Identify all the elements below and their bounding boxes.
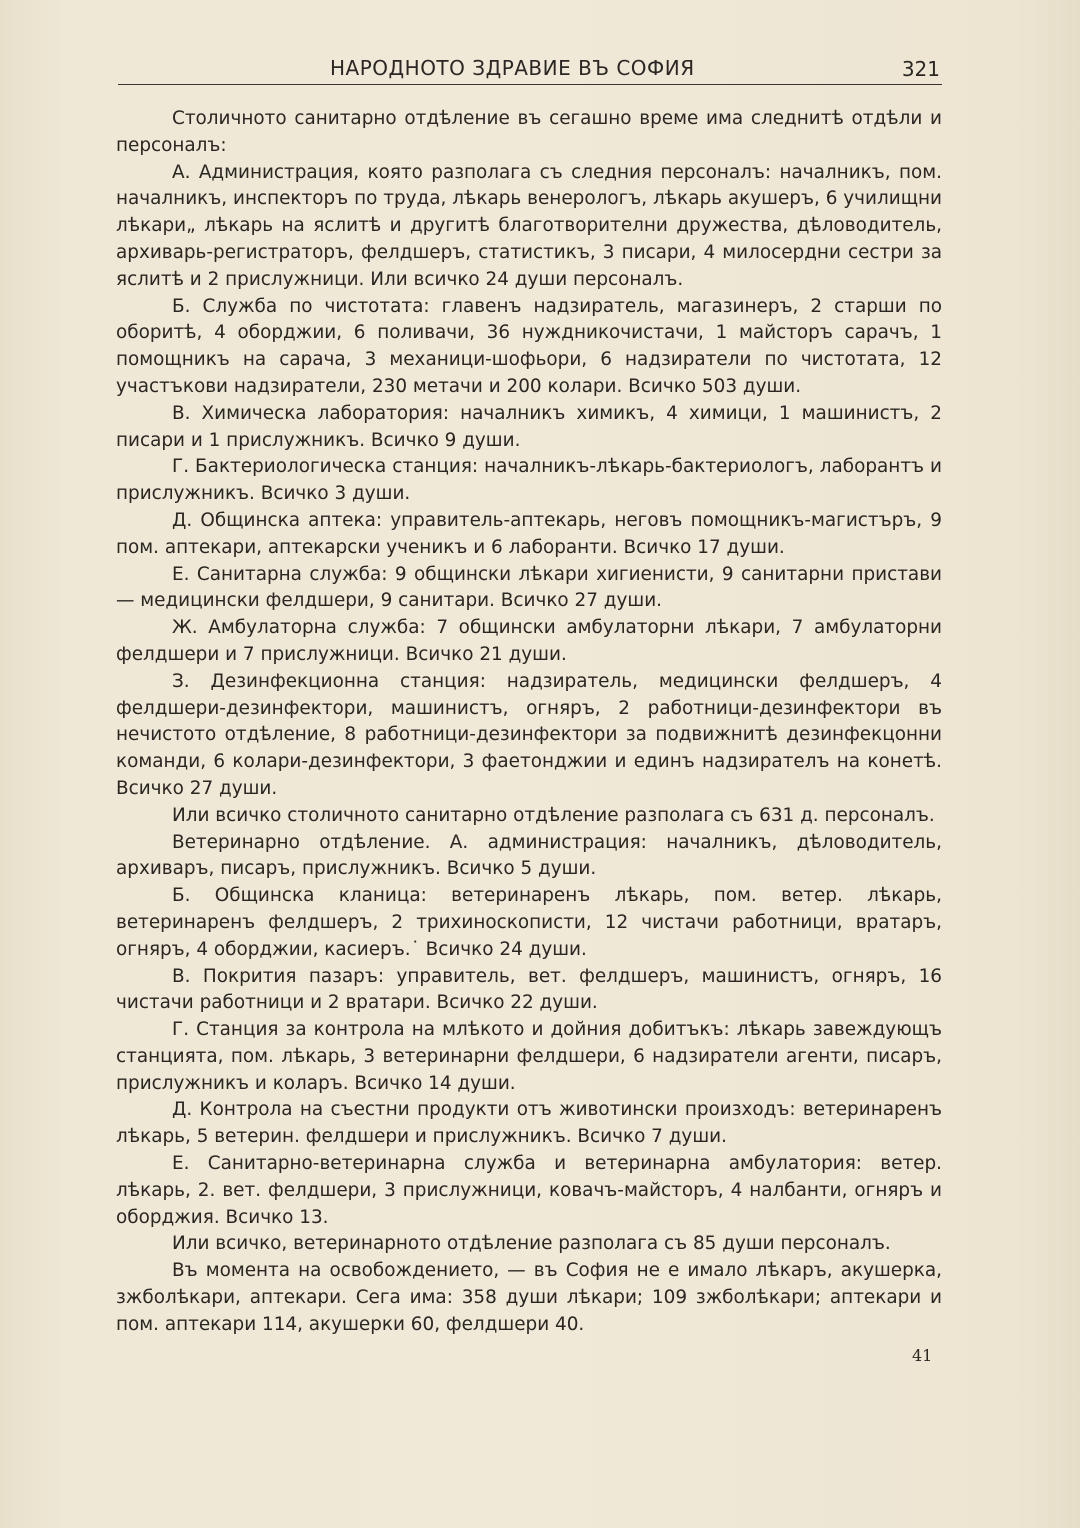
paragraph-chemical-laboratory: В. Химическа лаборатория: началникъ химикъ, 4 химици, 1 машинистъ, 2 писари и 1 прислужникъ. Всичко 9 души. xyxy=(116,402,942,451)
paragraph-veterinary-administration: Ветеринарно отдѣление. А. администрация: началникъ, дѣловодитель, архиваръ, писаръ, прислужникъ. Всичко 5 души. xyxy=(116,831,942,880)
page-number: 321 xyxy=(901,57,940,81)
paragraph-bacteriological-station: Г. Бактериологическа станция: началникъ-лѣкарь-бактериологъ, лаборантъ и прислужникъ. Всичко 3 души. xyxy=(116,456,942,505)
paragraph-municipal-pharmacy: Д. Общинска аптека: управитель-аптекарь, неговъ помощникъ-магистъръ, 9 пом. аптекари, аптекарски ученикъ и 6 лаборанти. Всичко 17 души. xyxy=(116,509,942,558)
printer-signature-mark: 41 xyxy=(912,1346,933,1365)
paragraph-covered-market: В. Покрития пазаръ: управитель, вет. фелдшеръ, машинистъ, огняръ, 16 чистачи работници и 2 вратари. Всичко 22 души. xyxy=(116,965,942,1014)
paragraph-milk-control-station: Г. Станция за контрола на млѣкото и дойния добитъкъ: лѣкарь завеждующъ станцията, пом. лѣкарь, 3 ветеринарни фелдшери, 6 надзиратели агенти, писаръ, прислужникъ и коларъ. Всичко 14 души. xyxy=(116,1019,942,1094)
running-header xyxy=(118,52,942,85)
paragraph-ambulatory-service: Ж. Амбулаторна служба: 7 общински амбулаторни лѣкари, 7 амбулаторни фелдшери и 7 прислужници. Всичко 21 души. xyxy=(116,617,942,665)
body-text xyxy=(116,106,942,1339)
paragraph-veterinary-ambulatory: Е. Санитарно-ветеринарна служба и ветеринарна амбулатория: ветер. лѣкарь, 2. вет. фелдшери, 3 прислужници, ковачъ-майсторъ, 4 налбанти, огняръ и оборджия. Всичко 13. xyxy=(116,1153,942,1228)
paragraph-intro: Столичното санитарно отдѣление въ сегашно време има следнитѣ отдѣли и персоналъ: xyxy=(116,108,942,156)
paragraph-slaughterhouse: Б. Общинска кланица: ветеринаренъ лѣкарь, пом. ветер. лѣкарь, ветеринаренъ фелдшеръ, 2 трихиноскописти, 12 чистачи работници, вратаръ, огняръ, 4 оборджии, касиеръ.˙ Всичко 24 души. xyxy=(116,885,942,960)
paragraph-sanitary-service: Е. Санитарна служба: 9 общински лѣкари хигиенисти, 9 санитарни пристави — медицински фелдшери, 9 санитари. Всичко 27 души. xyxy=(116,563,942,612)
running-title: НАРОДНОТО ЗДРАВИЕ ВЪ СОФИЯ xyxy=(330,56,695,80)
paragraph-liberation-comparison: Въ момента на освобождението, — въ София не е имало лѣкаръ, акушерка, зжболѣкари, аптекари. Сега има: 358 души лѣкари; 109 зжболѣкари; аптекари и пом. аптекари 114, акушерки 60, фелдшери 40. xyxy=(116,1260,942,1335)
paragraph-administration: А. Администрация, която разполага съ следния персоналъ: началникъ, пом. началникъ, инспекторъ по труда, лѣкарь венерологъ, лѣкарь акушеръ, 6 училищни лѣкари„ лѣкарь на яслитѣ и другитѣ благотворителни дружества, дѣловодитель, архиварь-регистраторъ, фелдшеръ, статистикъ, 3 писари, 4 милосердни сестри за яслитѣ и 2 прислужници. Или всичко 24 души персоналъ. xyxy=(116,161,942,290)
paragraph-animal-products-control: Д. Контрола на съестни продукти отъ животински произходъ: ветеринаренъ лѣкарь, 5 ветерин. фелдшери и прислужникъ. Всичко 7 души. xyxy=(116,1099,942,1148)
paragraph-disinfection-station: З. Дезинфекционна станция: надзиратель, медицински фелдшеръ, 4 фелдшери-дезинфектори, машинистъ, огняръ, 2 работници-дезинфектори въ нечистото отдѣление, 8 работници-дезинфектори за подвижнитѣ дезинфекцонни команди, 6 колари-дезинфектори, 3 фаетонджии и единъ надзирателъ на конетѣ. Всичко 27 души. xyxy=(116,670,942,799)
paragraph-sanitary-total: Или всичко столичното санитарно отдѣление разполага съ 631 д. персоналъ. xyxy=(172,804,935,826)
paragraph-veterinary-total: Или всичко, ветеринарното отдѣление разполага съ 85 души персоналъ. xyxy=(172,1233,891,1255)
paragraph-cleaning-service: Б. Служба по чистотата: главенъ надзиратель, магазинеръ, 2 старши по оборитѣ, 4 оборджии, 6 поливачи, 36 нуждникочистачи, 1 майсторъ сарачъ, 1 помощникъ на сарача, 3 механици-шофьори, 6 надзиратели по чистотата, 12 участъкови надзиратели, 230 метачи и 200 колари. Всичко 503 души. xyxy=(116,295,942,397)
